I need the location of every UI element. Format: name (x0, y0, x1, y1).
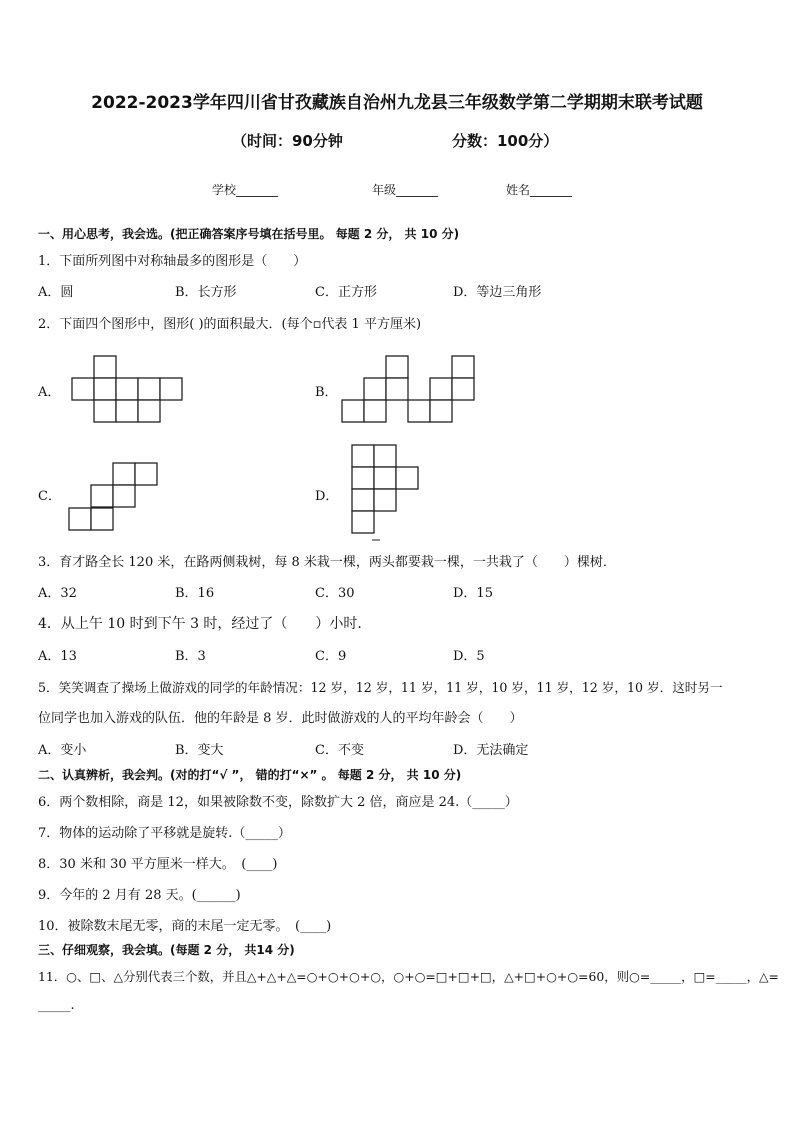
q3-option-b: B．16 (175, 586, 215, 601)
score-label: 分数：100分） (452, 132, 559, 150)
q4-option-b: B．3 (175, 649, 206, 664)
question-1: 1．下面所列图中对称轴最多的图形是（ ） (38, 254, 307, 269)
figure-b-grid (340, 355, 478, 425)
q3-option-a: A．32 (38, 586, 77, 601)
question-6: 6．两个数相除，商是 12，如果被除数不变，除数扩大 2 倍，商应是 24.（_____） (38, 795, 518, 810)
q2-label-c: C． (38, 489, 61, 504)
q2-label-b: B． (315, 385, 338, 400)
name-field: 姓名_______ (506, 183, 573, 197)
q1-option-c: C．正方形 (315, 285, 377, 300)
q1-option-d: D．等边三角形 (453, 285, 542, 300)
q2-label-a: A． (38, 385, 61, 400)
figure-a-grid (70, 355, 186, 425)
time-label: （时间：90分钟 (232, 132, 343, 150)
grade-field: 年级_______ (372, 183, 439, 197)
section-2-heading: 二、认真辨析，我会判。(对的打“√ ”， 错的打“×” 。 每题 2 分， 共 10 分) (38, 768, 462, 782)
q4-option-a: A．13 (38, 649, 77, 664)
question-2: 2．下面四个图形中，图形( )的面积最大．(每个▫代表 1 平方厘米) (38, 317, 422, 332)
question-11-line-1: 11．○、□、△分别代表三个数，并且△+△+△=○+○+○+○，○+○=□+□+□，△+□+○+○=60，则○=_____，□=_____，△= (38, 969, 779, 984)
question-5-line-2: 位同学也加入游戏的队伍．他的年龄是 8 岁．此时做游戏的人的平均年龄会（ ） (38, 711, 523, 726)
figure-d-grid (350, 444, 422, 544)
school-field: 学校_______ (212, 183, 279, 197)
question-10: 10．被除数末尾无零，商的末尾一定无零。 (____) (38, 919, 332, 934)
q5-option-c: C．不变 (315, 743, 364, 758)
q1-option-b: B．长方形 (175, 285, 237, 300)
question-5-line-1: 5．笑笑调查了操场上做游戏的同学的年龄情况：12 岁，12 岁，11 岁，11 岁，10 岁，11 岁，12 岁，10 岁．这时另一 (38, 680, 723, 695)
question-3: 3．育才路全长 120 米，在路两侧栽树，每 8 米栽一棵，两头都要栽一棵，一共栽了（ ）棵树． (38, 555, 616, 570)
q1-option-a: A．圆 (38, 285, 74, 300)
question-8: 8．30 米和 30 平方厘米一样大。 (____) (38, 857, 278, 872)
q5-option-d: D．无法确定 (453, 743, 529, 758)
section-1-heading: 一、用心思考，我会选。(把正确答案序号填在括号里。 每题 2 分， 共 10 分) (38, 227, 460, 241)
q5-option-a: A．变小 (38, 743, 87, 758)
q2-label-d: D． (315, 489, 339, 504)
figure-c-grid (67, 462, 161, 534)
question-7: 7．物体的运动除了平移就是旋转.（_____） (38, 826, 291, 841)
page-title: 2022-2023学年四川省甘孜藏族自治州九龙县三年级数学第二学期期末联考试题 (91, 93, 703, 113)
q4-option-c: C．9 (315, 649, 347, 664)
question-11-line-2: _____. (38, 998, 75, 1013)
question-9: 9．今年的 2 月有 28 天。(______) (38, 888, 241, 903)
section-3-heading: 三、仔细观察，我会填。(每题 2 分， 共14 分) (38, 943, 295, 957)
question-4: 4．从上午 10 时到下午 3 时，经过了（ ）小时. (38, 616, 362, 632)
q4-option-d: D．5 (453, 649, 485, 664)
q3-option-d: D．15 (453, 586, 493, 601)
q3-option-c: C．30 (315, 586, 355, 601)
q5-option-b: B．变大 (175, 743, 224, 758)
